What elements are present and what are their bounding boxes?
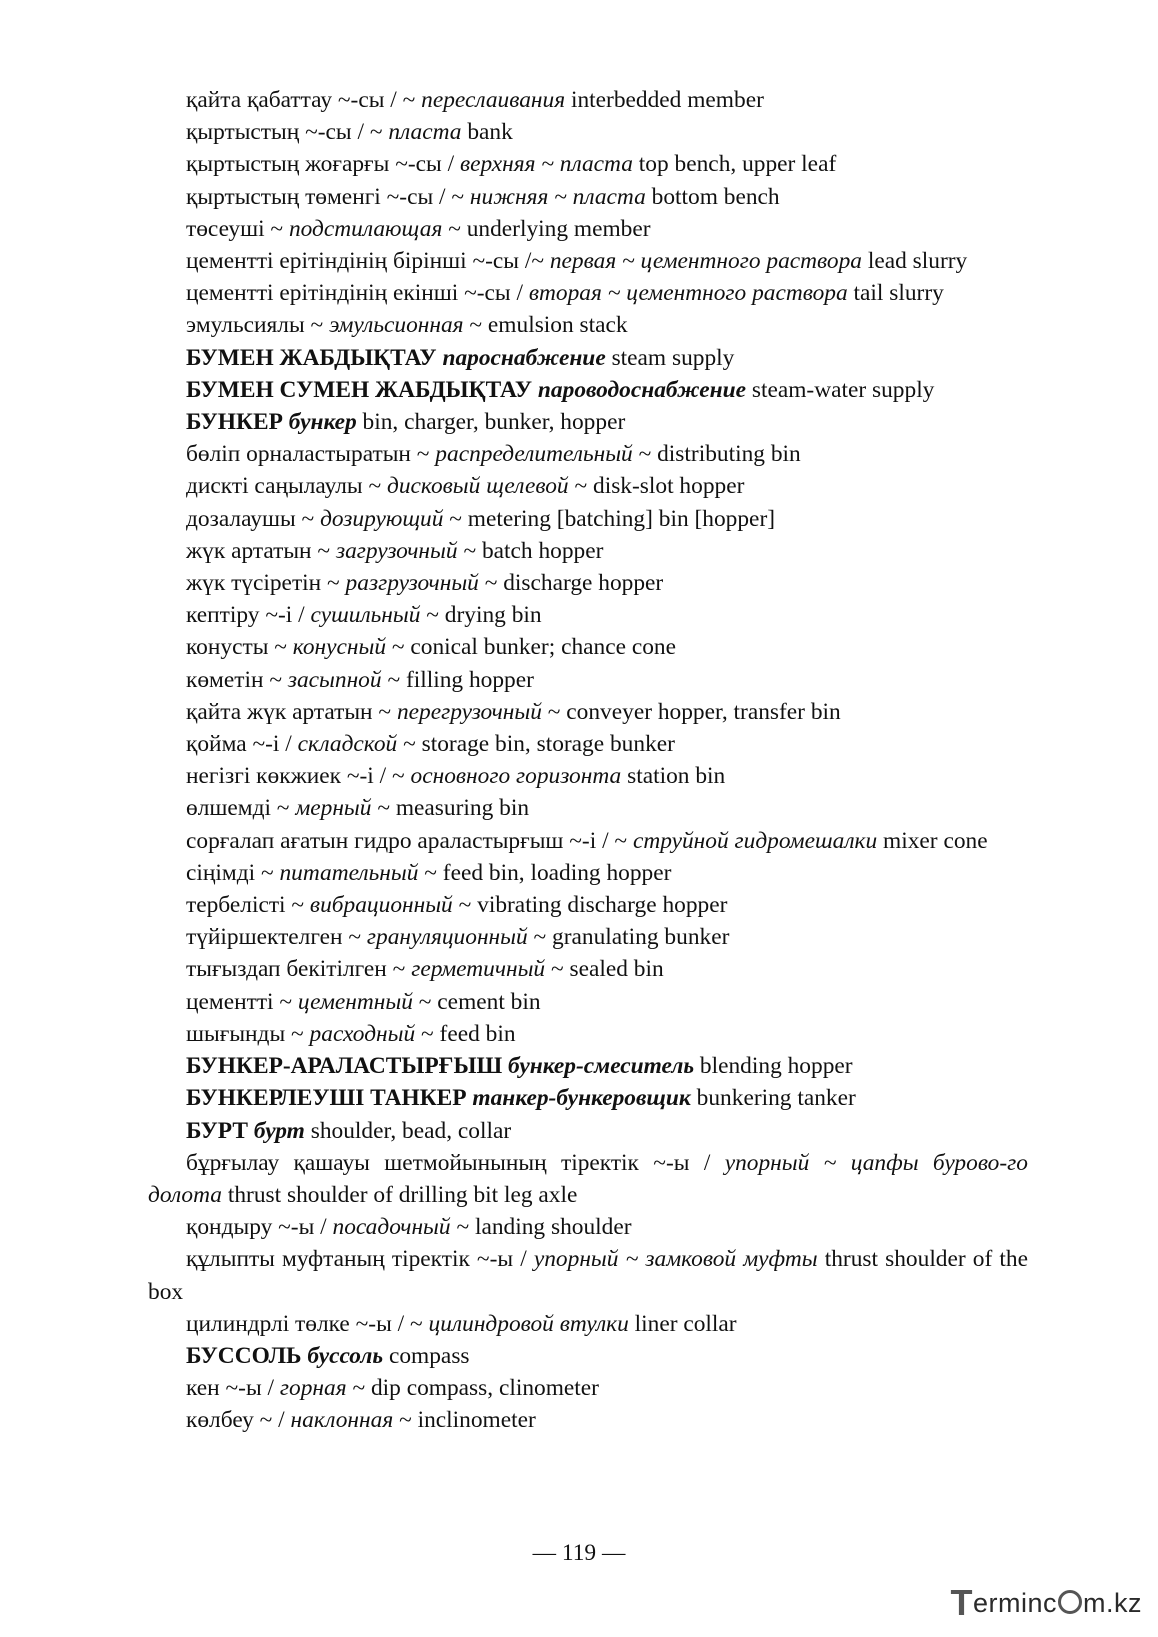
entry-kazakh-term: цементті ~ bbox=[186, 988, 293, 1015]
entry-english-term: ~ landing shoulder bbox=[456, 1214, 632, 1241]
sub-entry bbox=[148, 438, 1028, 470]
sub-entry bbox=[148, 857, 1028, 889]
entry-russian-term: вибрационный bbox=[309, 892, 453, 919]
entry-russian-term: цементный bbox=[297, 988, 413, 1015]
entry-english-term: ~ feed bin bbox=[421, 1020, 516, 1047]
entry-russian-term: вторая ~ цементного раствора bbox=[528, 280, 848, 307]
entry-kazakh-term: төсеуші ~ bbox=[186, 215, 284, 242]
entry-kazakh-term: БУНКЕРЛЕУШІ ТАНКЕР bbox=[186, 1085, 467, 1112]
entry-english-term: ~ dip compass, clinometer bbox=[352, 1375, 599, 1402]
sub-entry bbox=[148, 1404, 1028, 1436]
entry-russian-term: наклонная bbox=[290, 1407, 394, 1434]
entry-russian-term: буссоль bbox=[307, 1342, 384, 1369]
entry-russian-term: распределительный bbox=[435, 441, 633, 468]
entry-kazakh-term: дозалаушы ~ bbox=[186, 505, 315, 532]
entry-russian-term: сушильный bbox=[310, 602, 421, 629]
entry-english-term: ~ underlying member bbox=[448, 215, 651, 242]
entry-kazakh-term: бұрғылау қашауы шетмойынының тіректік ~-ы / bbox=[186, 1149, 711, 1176]
entry-kazakh-term: қойма ~-і / bbox=[186, 731, 292, 758]
entry-kazakh-term: негізгі көкжиек ~-і / ~ bbox=[186, 763, 405, 790]
entry-kazakh-term: түйіршектелген ~ bbox=[186, 924, 362, 951]
entry-kazakh-term: шығынды ~ bbox=[186, 1020, 304, 1047]
entry-english-term: bin, charger, bunker, hopper bbox=[362, 409, 626, 436]
entry-russian-term: дозирующий bbox=[320, 505, 444, 532]
logo-text: erminc m.kz bbox=[972, 1587, 1142, 1618]
sub-entry bbox=[148, 535, 1028, 567]
page-number: — 119 — bbox=[532, 1540, 626, 1566]
entry-russian-term: питательный bbox=[279, 859, 419, 886]
entry-russian-term: перегрузочный bbox=[396, 698, 542, 725]
sub-entry bbox=[148, 631, 1028, 663]
entry-russian-term: дисковый щелевой bbox=[387, 473, 569, 500]
sub-entry bbox=[148, 760, 1028, 792]
sub-entry bbox=[148, 921, 1028, 953]
entry-russian-term: бункер bbox=[288, 409, 357, 436]
entry-english-term: top bench, upper leaf bbox=[638, 151, 837, 178]
entry-kazakh-term: сіңімді ~ bbox=[186, 859, 274, 886]
entry-kazakh-term: БУМЕН ЖАБДЫҚТАУ bbox=[186, 344, 437, 371]
entry-english-term: thrust shoulder of the box bbox=[148, 1246, 1028, 1305]
sub-entry bbox=[148, 470, 1028, 502]
entry-english-term: ~ measuring bin bbox=[377, 795, 530, 822]
entry-english-term: compass bbox=[388, 1342, 470, 1369]
headword-entry bbox=[148, 1340, 1028, 1372]
entry-english-term: ~ filling hopper bbox=[387, 666, 534, 693]
entry-kazakh-term: цилиндрлі төлке ~-ы / ~ bbox=[186, 1310, 423, 1337]
entry-english-term: shoulder, bead, collar bbox=[310, 1117, 512, 1144]
entry-english-term: bunkering tanker bbox=[696, 1085, 856, 1112]
entry-kazakh-term: кен ~-ы / bbox=[186, 1375, 275, 1402]
entry-russian-term: бурт bbox=[253, 1117, 305, 1144]
entry-english-term: steam supply bbox=[611, 344, 735, 371]
entry-russian-term: струйной гидромешалки bbox=[632, 827, 878, 854]
entry-russian-term: цилиндровой втулки bbox=[428, 1310, 629, 1337]
entry-kazakh-term: жүк түсіретін ~ bbox=[186, 570, 340, 597]
sub-entry bbox=[148, 116, 1028, 148]
sub-entry bbox=[148, 213, 1028, 245]
logo-magnifier-icon bbox=[1058, 1590, 1082, 1614]
entry-kazakh-term: БУССОЛЬ bbox=[186, 1342, 302, 1369]
sub-entry bbox=[148, 664, 1028, 696]
entry-russian-term: подстилающая bbox=[288, 215, 443, 242]
entry-english-term: ~ vibrating discharge hopper bbox=[458, 892, 728, 919]
entry-russian-term: складской bbox=[297, 731, 398, 758]
entry-kazakh-term: көметін ~ bbox=[186, 666, 282, 693]
sub-entry bbox=[148, 567, 1028, 599]
entry-russian-term: бункер-смеситель bbox=[508, 1053, 695, 1080]
sub-entry bbox=[148, 309, 1028, 341]
entry-english-term: liner collar bbox=[634, 1310, 737, 1337]
entry-english-term: steam-water supply bbox=[751, 376, 935, 403]
entry-kazakh-term: жүк артатын ~ bbox=[186, 537, 331, 564]
entry-english-term: tail slurry bbox=[853, 280, 944, 307]
entry-english-term: ~ storage bin, storage bunker bbox=[403, 731, 675, 758]
dictionary-page bbox=[148, 84, 1028, 1437]
entry-russian-term: танкер-бункеровщик bbox=[472, 1085, 691, 1112]
entry-kazakh-term: эмульсиялы ~ bbox=[186, 312, 324, 339]
entry-kazakh-term: БУРТ bbox=[186, 1117, 248, 1144]
headword-entry bbox=[148, 342, 1028, 374]
entry-russian-term: мерный bbox=[295, 795, 372, 822]
entry-russian-term: пароводоснабжение bbox=[537, 376, 746, 403]
entry-russian-term: первая ~ цементного раствора bbox=[549, 248, 862, 275]
entry-kazakh-term: БУНКЕР bbox=[186, 409, 283, 436]
entry-english-term: ~ discharge hopper bbox=[484, 570, 664, 597]
entry-kazakh-term: қыртыстың төменгі ~-сы / ~ bbox=[186, 183, 465, 210]
sub-entry bbox=[148, 84, 1028, 116]
entry-russian-term: герметичный bbox=[411, 956, 546, 983]
entry-russian-term: пароснабжение bbox=[442, 344, 606, 371]
entry-russian-term: горная bbox=[279, 1375, 347, 1402]
entry-russian-term: нижняя ~ пласта bbox=[469, 183, 646, 210]
entry-kazakh-term: қондыру ~-ы / bbox=[186, 1214, 327, 1241]
entry-english-term: station bin bbox=[627, 763, 726, 790]
termincom-logo bbox=[950, 1582, 1142, 1623]
entry-kazakh-term: цементті ерітіндінің бірінші ~-сы /~ bbox=[186, 248, 544, 275]
sub-entry bbox=[148, 277, 1028, 309]
sub-entry bbox=[148, 1211, 1028, 1243]
entry-kazakh-term: қайта қабаттау ~-сы / ~ bbox=[186, 87, 416, 113]
sub-entry bbox=[148, 825, 1028, 857]
entry-kazakh-term: қыртыстың жоғарғы ~-сы / bbox=[186, 151, 455, 178]
sub-entry bbox=[148, 1018, 1028, 1050]
entry-russian-term: засыпной bbox=[287, 666, 382, 693]
entry-english-term: ~ metering [batching] bin [hopper] bbox=[449, 505, 776, 532]
entry-english-term: ~ cement bin bbox=[418, 988, 541, 1015]
logo-t-letter: T bbox=[950, 1582, 973, 1623]
sub-entry bbox=[148, 889, 1028, 921]
entry-russian-term: основного горизонта bbox=[410, 763, 622, 790]
sub-entry bbox=[148, 728, 1028, 760]
entry-english-term: ~ disk-slot hopper bbox=[574, 473, 745, 500]
headword-entry bbox=[148, 1082, 1028, 1114]
sub-entry bbox=[148, 696, 1028, 728]
sub-entry bbox=[148, 245, 1028, 277]
entry-russian-term: переслаивания bbox=[421, 87, 566, 113]
sub-entry bbox=[148, 181, 1028, 213]
entry-russian-term: эмульсионная bbox=[329, 312, 464, 339]
headword-entry bbox=[148, 1115, 1028, 1147]
entry-kazakh-term: құлыпты муфтаның тіректік ~-ы / bbox=[186, 1246, 527, 1273]
entry-russian-term: конусный bbox=[292, 634, 387, 661]
entry-russian-term: грануляционный bbox=[366, 924, 528, 951]
entry-kazakh-term: БУНКЕР-АРАЛАСТЫРҒЫШ bbox=[186, 1053, 503, 1080]
entry-english-term: bottom bench bbox=[651, 183, 780, 210]
entry-kazakh-term: БУМЕН СУМЕН ЖАБДЫҚТАУ bbox=[186, 376, 533, 403]
entry-english-term: ~ batch hopper bbox=[463, 537, 604, 564]
entry-kazakh-term: қыртыстың ~-сы / ~ bbox=[186, 119, 383, 146]
sub-entry bbox=[148, 148, 1028, 180]
entry-kazakh-term: дискті саңылаулы ~ bbox=[186, 473, 382, 500]
entry-russian-term: упорный ~ цапфы бурово-го долота bbox=[148, 1149, 1028, 1208]
entry-russian-term: расходный bbox=[309, 1020, 416, 1047]
sub-entry bbox=[148, 953, 1028, 985]
entry-russian-term: посадочный bbox=[332, 1214, 451, 1241]
sub-entry bbox=[148, 986, 1028, 1018]
entry-russian-term: пласта bbox=[388, 119, 462, 146]
entry-kazakh-term: өлшемді ~ bbox=[186, 795, 290, 822]
entry-english-term: ~ inclinometer bbox=[399, 1407, 536, 1434]
entry-kazakh-term: цементті ерітіндінің екінші ~-сы / bbox=[186, 280, 523, 307]
entry-kazakh-term: кептіру ~-і / bbox=[186, 602, 305, 629]
entry-english-term: ~ conical bunker; chance cone bbox=[391, 634, 676, 661]
sub-entry bbox=[148, 1372, 1028, 1404]
sub-entry bbox=[148, 792, 1028, 824]
headword-entry bbox=[148, 406, 1028, 438]
entry-english-term: blending hopper bbox=[699, 1053, 853, 1080]
entry-kazakh-term: көлбеу ~ / bbox=[186, 1407, 285, 1434]
sub-entry bbox=[148, 503, 1028, 535]
entry-kazakh-term: сорғалап ағатын гидро араластырғыш ~-і / ~ bbox=[186, 827, 628, 854]
entry-kazakh-term: тербелісті ~ bbox=[186, 892, 305, 919]
entry-english-term: ~ drying bin bbox=[426, 602, 542, 629]
sub-entry bbox=[148, 599, 1028, 631]
entry-kazakh-term: конусты ~ bbox=[186, 634, 287, 661]
entry-english-term: thrust shoulder of drilling bit leg axle bbox=[227, 1181, 578, 1208]
sub-entry bbox=[148, 1308, 1028, 1340]
sub-entry bbox=[148, 1147, 1028, 1211]
entry-english-term: ~ distributing bin bbox=[638, 441, 801, 468]
entry-english-term: ~ feed bin, loading hopper bbox=[424, 859, 672, 886]
entry-english-term: mixer cone bbox=[883, 827, 988, 854]
entry-russian-term: загрузочный bbox=[335, 537, 458, 564]
entry-kazakh-term: тығыздап бекітілген ~ bbox=[186, 956, 406, 983]
entry-english-term: lead slurry bbox=[867, 248, 968, 275]
entry-kazakh-term: бөліп орналастыратын ~ bbox=[186, 441, 430, 468]
entry-english-term: interbedded member bbox=[570, 87, 764, 113]
entry-english-term: ~ emulsion stack bbox=[469, 312, 628, 339]
entry-english-term: ~ sealed bin bbox=[550, 956, 664, 983]
entry-russian-term: верхняя ~ пласта bbox=[459, 151, 633, 178]
entry-russian-term: разгрузочный bbox=[345, 570, 479, 597]
entry-russian-term: упорный ~ замковой муфты bbox=[533, 1246, 818, 1273]
entry-english-term: ~ granulating bunker bbox=[533, 924, 730, 951]
entry-kazakh-term: қайта жүк артатын ~ bbox=[186, 698, 392, 725]
entry-english-term: bank bbox=[467, 119, 513, 146]
sub-entry bbox=[148, 1243, 1028, 1307]
headword-entry bbox=[148, 374, 1028, 406]
headword-entry bbox=[148, 1050, 1028, 1082]
entry-english-term: ~ conveyer hopper, transfer bin bbox=[547, 698, 841, 725]
